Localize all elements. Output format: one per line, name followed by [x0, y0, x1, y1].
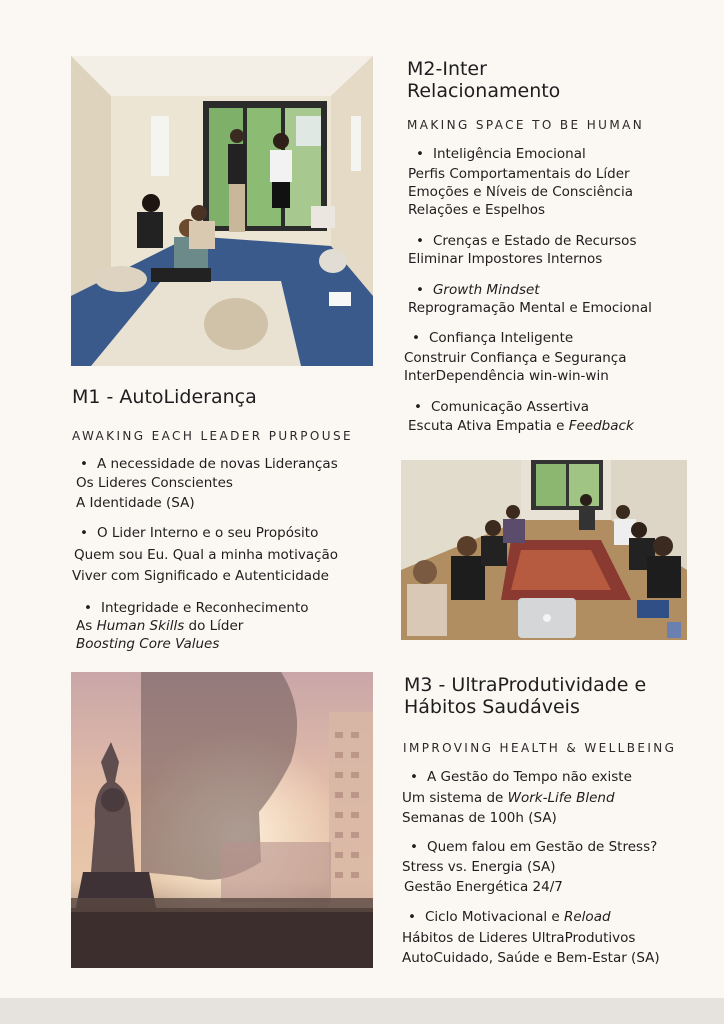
m1-line-5: [76, 617, 243, 635]
m2-bullet-2: [416, 232, 636, 250]
m3-line-4: Gestão Energética 24/7: [404, 879, 563, 895]
m2-subtitle: MAKING SPACE TO BE HUMAN: [407, 118, 645, 132]
m2-bullet-4-text: Confiança Inteligente: [428, 330, 574, 346]
m1-bullet-2-text: O Lider Interno e o seu Propósito: [96, 525, 319, 541]
m3-title-line2: Hábitos Saudáveis: [404, 696, 580, 718]
m2-bullet-5: [414, 398, 589, 416]
m2-line-8: [408, 417, 634, 435]
m1-line-5-em: Human Skills: [96, 618, 185, 634]
m1-bullet-3-text: Integridade e Reconhecimento: [100, 600, 309, 616]
m1-line-6: [76, 635, 219, 653]
m3-bullet-1: [410, 768, 632, 786]
m3-bullet-1-text: A Gestão do Tempo não existe: [426, 769, 632, 785]
m2-line-8-em: Feedback: [568, 418, 634, 434]
m2-line-4: Eliminar Impostores Internos: [408, 251, 603, 267]
m2-title: [407, 58, 560, 102]
m3-bullet-3-pre: Ciclo Motivacional e: [424, 909, 560, 925]
m2-line-8-pre: Escuta Ativa Empatia e: [408, 418, 565, 434]
footer-band: [0, 998, 724, 1024]
m2-line-6: Construir Confiança e Segurança: [404, 350, 627, 366]
group-circle-photo: [401, 460, 687, 640]
m2-line-1: Perfis Comportamentais do Líder: [408, 166, 630, 182]
m2-line-5: Reprogramação Mental e Emocional: [408, 300, 652, 316]
m1-line-3: Quem sou Eu. Qual a minha motivação: [74, 547, 339, 563]
m3-line-1: [402, 789, 615, 807]
m3-line-1-em: Work-Life Blend: [507, 790, 615, 806]
m3-bullet-2-text: Quem falou em Gestão de Stress?: [426, 839, 658, 855]
m2-bullet-3-text: Growth Mindset: [432, 282, 540, 298]
m2-line-3: Relações e Espelhos: [408, 202, 546, 218]
m3-bullet-2: [410, 838, 657, 856]
m1-bullet-1: [80, 455, 338, 473]
m2-bullet-1-text: Inteligência Emocional: [432, 146, 586, 162]
m3-line-6: AutoCuidado, Saúde e Bem-Estar (SA): [402, 950, 660, 966]
m3-bullet-3-em: Reload: [564, 909, 611, 925]
m2-title-line1: M2-Inter: [407, 58, 487, 80]
m2-bullet-5-text: Comunicação Assertiva: [430, 399, 590, 415]
workshop-room-photo: [71, 56, 373, 366]
m2-bullet-2-text: Crenças e Estado de Recursos: [432, 233, 637, 249]
m1-line-1: Os Lideres Conscientes: [76, 475, 233, 491]
m2-bullet-4: [412, 329, 573, 347]
m2-bullet-1: [416, 145, 586, 163]
m2-line-2: Emoções e Níveis de Consciência: [408, 184, 633, 200]
m3-line-5: Hábitos de Lideres UltraProdutivos: [402, 930, 636, 946]
m3-title-line1: M3 - UltraProdutividade e: [404, 674, 647, 696]
m1-line-2: A Identidade (SA): [76, 495, 195, 511]
m1-title: M1 - AutoLiderança: [72, 386, 257, 408]
m3-line-2: Semanas de 100h (SA): [402, 810, 557, 826]
m3-line-3: Stress vs. Energia (SA): [402, 859, 556, 875]
m1-line-5-post: do Líder: [188, 618, 244, 634]
m1-bullet-1-text: A necessidade de novas Lideranças: [96, 456, 338, 472]
m2-bullet-3: [416, 281, 540, 299]
m1-line-6-em: Boosting Core Values: [76, 636, 220, 652]
m2-title-line2: Relacionamento: [407, 80, 561, 102]
m3-title: [404, 674, 646, 718]
m3-bullet-3: [408, 908, 611, 926]
m1-bullet-3: [84, 599, 309, 617]
m1-line-5-pre: As: [76, 618, 93, 634]
m2-line-7: InterDependência win-win-win: [404, 368, 609, 384]
m3-subtitle: IMPROVING HEALTH & WELLBEING: [403, 741, 677, 755]
m1-bullet-2: [80, 524, 318, 542]
meditation-city-collage: [71, 672, 373, 968]
m3-line-1-pre: Um sistema de: [402, 790, 504, 806]
m1-subtitle: AWAKING EACH LEADER PURPOUSE: [72, 429, 353, 443]
m1-line-4: Viver com Significado e Autenticidade: [72, 568, 329, 584]
